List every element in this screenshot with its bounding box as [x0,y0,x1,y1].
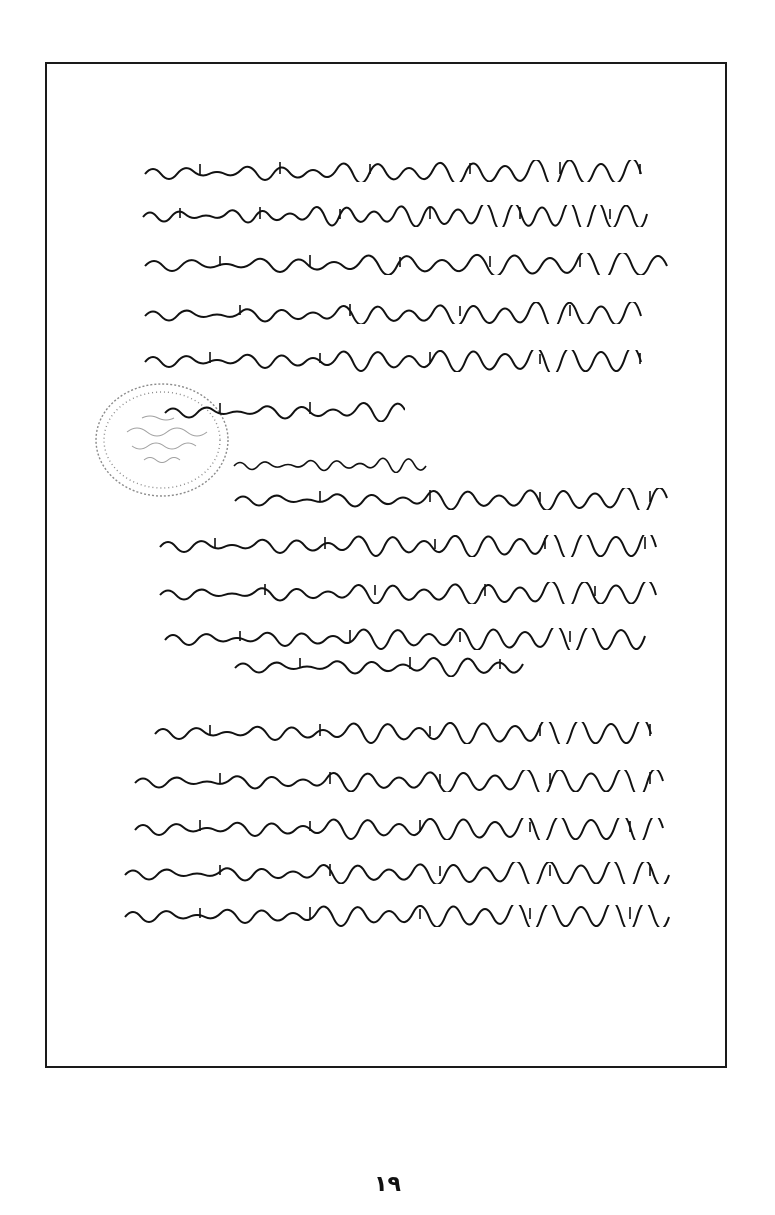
page-number: ١٩ [374,1172,401,1197]
manuscript-line [160,400,405,422]
manuscript-line [150,722,680,744]
manuscript-line [230,655,535,677]
manuscript-line [155,582,685,604]
manuscript-line [160,628,680,650]
manuscript-line [140,302,675,324]
manuscript-line [140,205,680,227]
manuscript-line [140,350,675,372]
manuscript-line [155,535,690,557]
manuscript-line [230,455,435,473]
manuscript-line [140,160,675,182]
manuscript-line [230,488,690,510]
manuscript-line [120,862,680,884]
manuscript-line [130,818,680,840]
manuscript-line [120,905,680,927]
manuscript-line [130,770,680,792]
manuscript-line [140,253,675,275]
